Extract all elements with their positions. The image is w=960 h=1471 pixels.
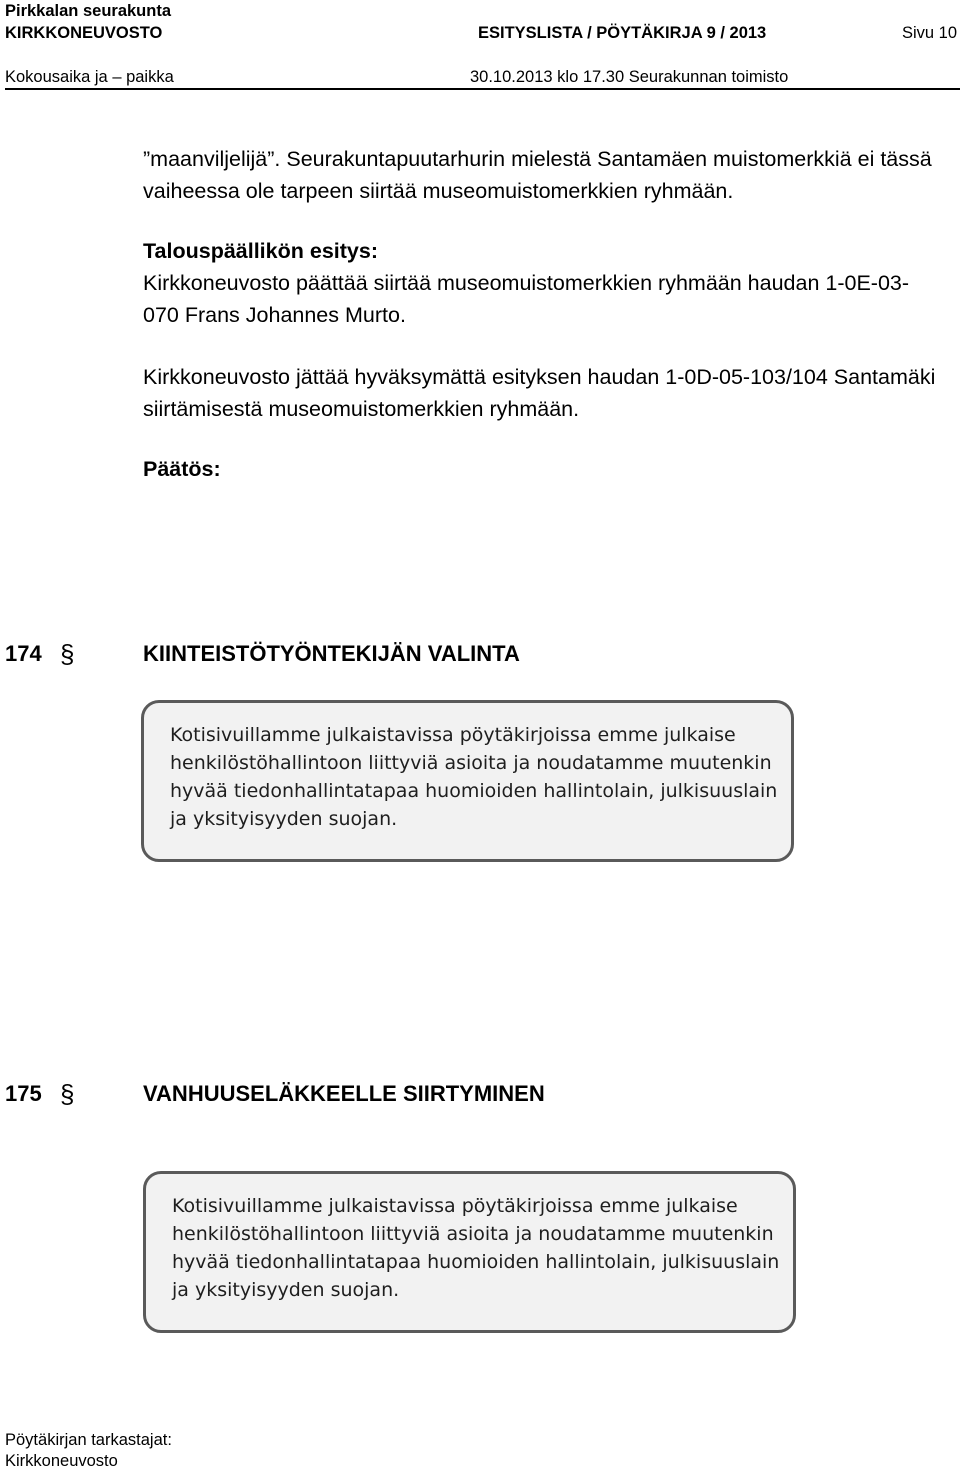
proposal-heading: Talouspäällikön esitys: — [143, 239, 378, 263]
paragraph-1-line-2: vaiheessa ole tarpeen siirtää museomuistomerkkien ryhmään. — [143, 179, 734, 203]
section-number: 175 — [5, 1081, 42, 1106]
notice-line: Kotisivuillamme julkaistavissa pöytäkirjoissa emme julkaise — [170, 724, 736, 746]
paragraph-1-line-1: ”maanviljelijä”. Seurakuntapuutarhurin mielestä Santamäen muistomerkkiä ei tässä — [143, 147, 932, 171]
notice-line: ja yksityisyyden suojan. — [172, 1279, 400, 1301]
body-name: KIRKKONEUVOSTO — [5, 24, 163, 42]
decision-heading: Päätös: — [143, 457, 221, 481]
header-divider — [5, 88, 960, 90]
section-title: KIINTEISTÖTYÖNTEKIJÄN VALINTA — [143, 641, 520, 666]
privacy-notice-box — [141, 700, 794, 862]
paragraph-3-line-1: Kirkkoneuvosto jättää hyväksymättä esityksen haudan 1-0D-05-103/104 Santamäki — [143, 365, 936, 389]
notice-line: Kotisivuillamme julkaistavissa pöytäkirjoissa emme julkaise — [172, 1195, 738, 1217]
section-sign: § — [60, 639, 75, 669]
notice-line: hyvää tiedonhallintatapaa huomioiden hallintolain, julkisuuslain — [170, 780, 778, 802]
meeting-time-place-label: Kokousaika ja – paikka — [5, 68, 174, 86]
paragraph-3-line-2: siirtämisestä museomuistomerkkien ryhmään. — [143, 397, 580, 421]
document-title: ESITYSLISTA / PÖYTÄKIRJA 9 / 2013 — [478, 24, 767, 42]
notice-line: henkilöstöhallintoon liittyviä asioita ja noudatamme muutenkin — [170, 752, 772, 774]
section-title: VANHUUSELÄKKEELLE SIIRTYMINEN — [143, 1081, 545, 1106]
notice-line: hyvää tiedonhallintatapaa huomioiden hallintolain, julkisuuslain — [172, 1251, 780, 1273]
privacy-notice-box — [143, 1171, 796, 1333]
section-sign: § — [60, 1079, 75, 1109]
notice-line: henkilöstöhallintoon liittyviä asioita ja noudatamme muutenkin — [172, 1223, 774, 1245]
footer-body-name: Kirkkoneuvosto — [5, 1452, 118, 1470]
meeting-time-place-value: 30.10.2013 klo 17.30 Seurakunnan toimisto — [470, 68, 789, 86]
notice-line: ja yksityisyyden suojan. — [170, 808, 398, 830]
page-number: Sivu 10 — [902, 24, 958, 42]
paragraph-2-line-2: 070 Frans Johannes Murto. — [143, 303, 406, 327]
organization-name: Pirkkalan seurakunta — [5, 2, 171, 20]
paragraph-2-line-1: Kirkkoneuvosto päättää siirtää museomuistomerkkien ryhmään haudan 1-0E-03- — [143, 271, 910, 295]
section-number: 174 — [5, 641, 42, 666]
reviewers-label: Pöytäkirjan tarkastajat: — [5, 1431, 172, 1449]
